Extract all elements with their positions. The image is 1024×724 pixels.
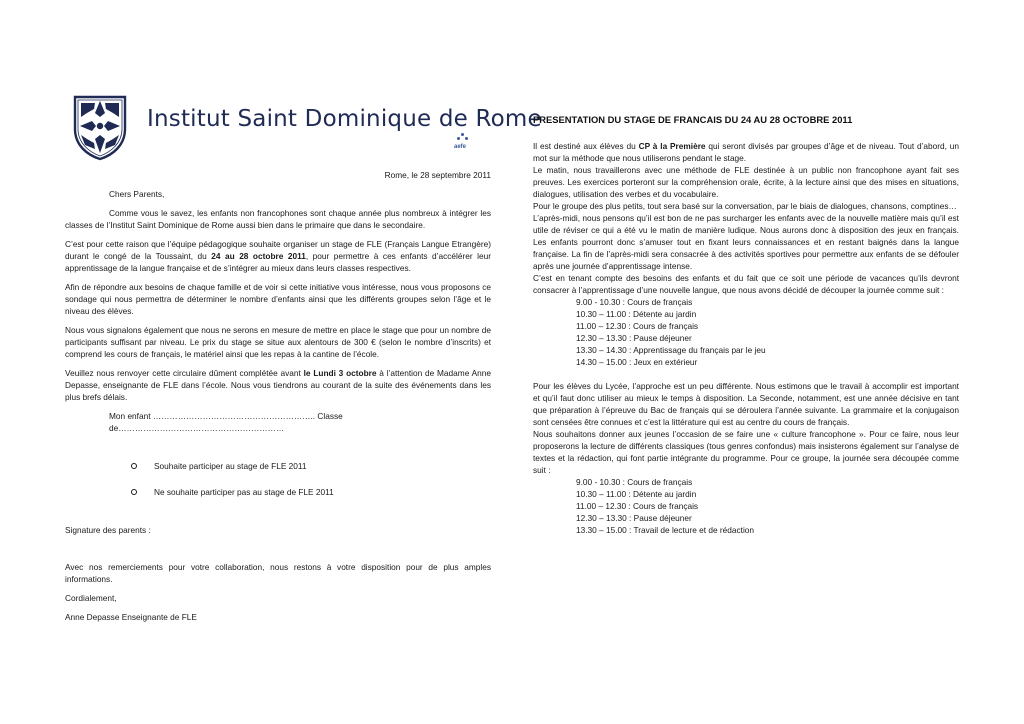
option-participate-label: Souhaite participer au stage de FLE 2011 <box>154 461 307 471</box>
letter-paragraph-5: Veuillez nous renvoyer cette circulaire dûment complétée avant le Lundi 3 octobre à l’attention de Madame Anne Depasse, enseignante de FLE dans l’école. Nous vous tiendrons au courant de la suite des événements dans les plus brefs délais. <box>65 368 492 402</box>
schedule-row: 13.30 – 14.30 : Apprentissage du français par le jeu <box>576 345 766 355</box>
radio-circle-icon[interactable] <box>131 489 137 495</box>
presentation-culture: Nous souhaitons donner aux jeunes l’occasion de se faire une « culture francophone ». Pour ce faire, nous leur proposerons la lecture de différents classiques (tous genres confondus) mais insisterons également sur l’analyse de textes et la rédaction, qui font partie intégrante du programme. Pour ce groupe, la journée sera découpée comme suit : <box>533 429 959 475</box>
aefe-logo-icon <box>454 133 472 153</box>
letter-column <box>65 93 542 623</box>
salutation: Chers Parents, <box>109 189 165 199</box>
presentation-small-group: Pour le groupe des plus petits, tout sera basé sur la conversation, par le biais de dialogues, chansons, comptines… <box>533 201 957 211</box>
presentation-lycee: Pour les élèves du Lycée, l’approche est un peu différente. Nous estimons que le travail à accomplir est important et qu’il faut donc utiliser au mieux le temps à disposition. La Seconde, notamment, est une année décisive en tant que préparation à l’épreuve du Bac de français qui se déroulera l’année suivante. La grammaire et la conjugaison sont censées être connues et c’est la littérature qui est au centre du cours de français. <box>533 381 959 427</box>
institute-name: Institut Saint Dominique de Rome <box>147 106 542 132</box>
option-not-participate[interactable] <box>65 486 491 498</box>
presentation-column <box>533 113 959 536</box>
schedule-row: 11.00 – 12.30 : Cours de français <box>576 501 699 511</box>
schedule-row: 12.30 – 13.30 : Pause déjeuner <box>576 333 692 343</box>
schedule-lycee <box>533 476 959 536</box>
presentation-title: PRESENTATION DU STAGE DE FRANCAIS DU 24 AU 28 OCTOBRE 2011 <box>533 114 853 125</box>
schedule-row: 11.00 – 12.30 : Cours de français <box>576 321 699 331</box>
schedule-row: 14.30 – 15.00 : Jeux en extérieur <box>576 357 698 367</box>
option-not-participate-label: Ne souhaite participer pas au stage de FLE 2011 <box>154 487 334 497</box>
option-participate[interactable] <box>65 460 491 472</box>
presentation-morning: Le matin, nous travaillerons avec une méthode de FLE destinée à un public non francophone ayant fait ses preuves. Les exercices porteront sur la compréhension orale, écrite, à la lecture ainsi que des mises en situations, dialogues, utilisation des verbes et du vocabulaire. <box>533 165 959 199</box>
presentation-intro: Il est destiné aux élèves du CP à la Première qui seront divisés par groupes d’âge et de niveau. Tout d’abord, un mot sur la méthode que nous utiliserons pendant le stage. <box>533 141 960 163</box>
schedule-row: 9.00 - 10.30 : Cours de français <box>576 297 693 307</box>
schedule-primary <box>533 296 959 368</box>
letter-paragraph-2: C’est pour cette raison que l’équipe pédagogique souhaite organiser un stage de FLE (Français Langue Etrangère) durant le congé de la Toussaint, du 24 au 28 octobre 2011, pour permettre à ces enfants d’accélérer leur apprentissage de la langue française et de s’intégrer au mieux dans leurs classes respectives. <box>65 239 491 273</box>
letter-paragraph-1: Comme vous le savez, les enfants non francophones sont chaque année plus nombreux à intégrer les classes de l’Institut Saint Dominique de Rome aussi bien dans le primaire que dans le secondaire. <box>65 208 491 230</box>
letter-paragraph-4: Nous vous signalons également que nous ne serons en mesure de mettre en place le stage que pour un nombre de participants suffisant par niveau. Le prix du stage se situe aux alentours de 300 € (selon le nombre d’inscrits) et comprend les cours de français, le matériel ainsi que les repas à la cantine de l’école. <box>65 325 491 359</box>
schedule-row: 12.30 – 13.30 : Pause déjeuner <box>576 513 692 523</box>
schedule-row: 9.00 - 10.30 : Cours de français <box>576 477 693 487</box>
letter-paragraph-3: Afin de répondre aux besoins de chaque famille et de voir si cette initiative vous intéresse, nous vous proposons ce sondage qui nous permettra de déterminer le nombre d’enfants ainsi que les différents groupes selon l’âge et le niveau des élèves. <box>65 282 491 316</box>
schedule-row: 10.30 – 11.00 : Détente au jardin <box>576 309 697 319</box>
letterhead <box>65 93 542 165</box>
signoff: Anne Depasse Enseignante de FLE <box>65 612 197 622</box>
closing: Cordialement, <box>65 593 117 603</box>
schedule-row: 10.30 – 11.00 : Détente au jardin <box>576 489 697 499</box>
dominican-cross-shield-icon <box>73 95 127 161</box>
aefe-label: aefe <box>454 144 467 150</box>
thanks-paragraph: Avec nos remerciements pour votre collaboration, nous restons à votre disposition pour de plus amples informations. <box>65 562 491 584</box>
letter-date: Rome, le 28 septembre 2011 <box>384 170 491 180</box>
presentation-afternoon: L’après-midi, nous pensons qu’il est bon de ne pas surcharger les enfants avec de la nouvelle matière mais qu’il est utile de réviser ce qui a été vu le matin de manière ludique. Nous aurons donc à disposition des jeux en français. Les enfants pourront donc s’amuser tout en fixant leurs connaissances et en restant baignés dans la langue française. La fin de l’après-midi sera consacrée à des activités sportives pour permettre aux enfants de se défouler après une journée d’apprentissage intense. <box>533 213 959 271</box>
signature-label: Signature des parents : <box>65 525 151 535</box>
schedule-row: 13.30 – 15.00 : Travail de lecture et de rédaction <box>576 525 755 535</box>
presentation-holiday: C’est en tenant compte des besoins des enfants et du fait que ce soit une période de vacances qu’ils devront consacrer à l’apprentissage d’une nouvelle langue, que nous avons décidé de découper la journée comme suit : <box>533 273 959 295</box>
radio-circle-icon[interactable] <box>131 463 137 469</box>
child-class-line[interactable]: Mon enfant ………………………………………………….. Classe de…………………………………………………… <box>109 411 343 433</box>
